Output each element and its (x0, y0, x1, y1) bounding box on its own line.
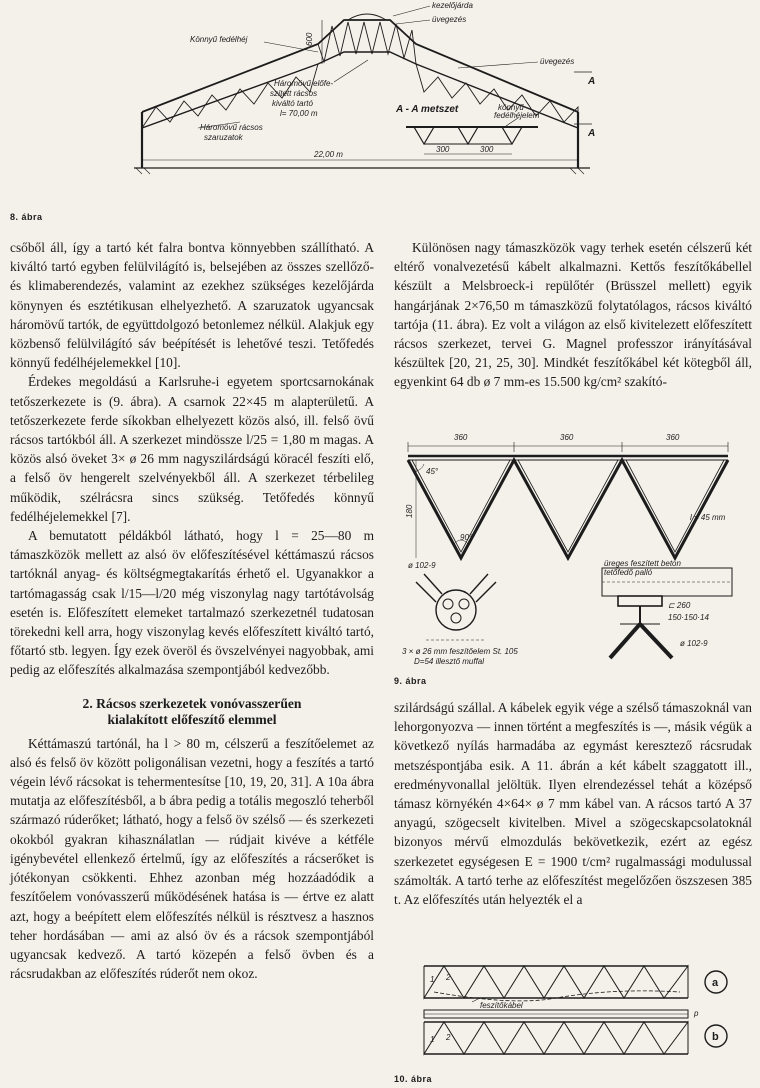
figure-9-caption: 9. ábra (394, 676, 427, 686)
figure-10-drawing (394, 958, 752, 1070)
figure-10-caption: 10. ábra (394, 1074, 433, 1084)
left-paragraph-2: Érdekes megoldású a Karlsruhe-i egyetem sportcsarnokának tetőszerkezete is (9. ábra). A csarnok 22×45 m alapterületű. A tetőszerkezete ferde síkokban elhelyezett közös alsó, ill. felső övű rácsos tartókból áll. A szerkezet mindössze l/25 = 1,80 m magas. A közös alsó öveket 3× ø 26 mm nagyszilárdságú köracél feszíti elő, a felső öv hengerelt szelvényekből áll. A szerkezet térbelileg működik, szélrácsra sincs szükség. Tetőfedés könnyű fedélhéjelemekkel [7]. (10, 374, 374, 524)
label-figure-10-n1-b: 1 (430, 1035, 435, 1044)
figure-9-drawing (394, 412, 752, 674)
label-section-a-top: A (588, 76, 596, 87)
label-dim-360a: 360 (454, 433, 468, 442)
label-figure-10-n1: 1 (430, 975, 435, 984)
upper-chord (142, 20, 578, 112)
label-section-a-bottom: A (588, 128, 596, 139)
label-dim-360b: 360 (560, 433, 574, 442)
label-dim-300b: 300 (480, 145, 494, 154)
label-figure-10-p: p (694, 1009, 699, 1018)
label-angle-45: 45° (426, 467, 439, 476)
label-feszitokabel: feszítőkábel (480, 1001, 523, 1010)
label-konnyu-fedelhej: Könnyű fedélhéj (190, 35, 248, 44)
label-dim-180: 180 (405, 504, 414, 518)
label-haromovu-szaruzatok: Háromövű rácsos szaruzatok (200, 123, 263, 142)
label-section-title: A - A metszet (396, 104, 459, 115)
right-column-top-text (394, 238, 752, 392)
left-column-text (10, 238, 374, 983)
label-dim-360c: 360 (666, 433, 680, 442)
section-heading-line-1: 2. Rácsos szerkezetek vonóvasszerűen (82, 695, 302, 711)
label-angle-90: 90° (460, 533, 473, 542)
label-span-2200: 22,00 m (314, 150, 343, 159)
label-angle-profile: 150·150·14 (668, 613, 709, 622)
label-uvegezes-right: üvegezés (540, 57, 575, 66)
label-pipe-left: ø 102-9 (408, 561, 436, 570)
label-uvegezes-top: üvegezés (432, 15, 467, 24)
label-c260: ⊏ 260 (668, 601, 691, 610)
label-figure-10-b: b (712, 1031, 719, 1043)
label-figure-10-n2-b: 2 (446, 1033, 451, 1042)
figure-8-drawing (18, 0, 598, 200)
label-span: l = 45 mm (690, 513, 726, 522)
label-kezelojarda: kezelőjárda (432, 1, 473, 10)
label-figure-10-a: a (712, 977, 719, 989)
label-dim-600: 600 (305, 32, 314, 46)
label-konnyu-fedelhejelem: könnyű fedélhéjelem (494, 103, 540, 120)
label-haromovu-kivalto: Háromövű előfe- szített rácsos kiváltó tartó l= 70,00 m (270, 79, 334, 118)
figure-9 (394, 412, 752, 674)
label-pipe-right: ø 102-9 (680, 639, 708, 648)
left-paragraph-3: A bemutatott példákból látható, hogy l = 25—80 m támaszközök mellett az alsó öv előfeszítésével kéttámaszú rácsos tartóknál anyag- és költségmegtakarítás érhető el. Ugyanakkor a tartómagasság csak l/15—l/20 még viszonylag nagy tartótávolság esetén is. Előfeszített elemeket tartalmazó szerkezetnél tudatosan törekedni kell arra, hogy viszonylag kevés előfeszített kiváltó tartó, főtartó stb. legyen. Így ezek överöl és övszelvényei nagyobbak, ami pedig az előfeszítés alkalmazása szempontjából kedvezőbb. (10, 528, 374, 678)
section-heading (10, 696, 374, 728)
label-tube: üreges feszített beton tetőfedő palló (604, 559, 681, 577)
figure-8-caption: 8. ábra (10, 212, 43, 222)
section-heading-line-2: kialakított előfeszítő elemmel (107, 711, 277, 727)
label-figure-10-n2: 2 (446, 973, 451, 982)
label-dim-300a: 300 (436, 145, 450, 154)
left-paragraph-4: Kéttámaszú tartónál, ha l > 80 m, célszerű a feszítőelemet az alsó és felső öv között poligonálisan vezetni, hogy a feszítés a tartó végein lévő rácsokat is tehermentesítse [10, 19, 20, 31]. A 10a ábra mutatja az előfeszítésből, a b ábra pedig a totális megoszló teherből származó rúderőket; látható, hogy a felső öv szélső — és szerkezeti okokból gyakran kihasználatlan — rúdjait kivéve a kétféle igénybevétel ellenkező értelmű, így az előfeszítés a rácserőket is jótékonyan csökkenti. Ehhez azonban még hozzáadódik a feszítőelem vonóvasszerű működésének hatása is — értve ez alatt azt, hogy a beépített elem előfeszítés nélkül is résztvesz a hasznos teher hordásában — ami az alsó öv és a rácsok szempontjából ugyancsak kedvező. A tartó közepén a felső övben és a rácsrudakban az előfeszítés rúderőt nem okoz. (10, 735, 374, 982)
label-cable-note: 3 × ø 26 mm feszítőelem St. 105 D=54 illesztő muffal (402, 647, 518, 666)
right-column-bottom-text (394, 698, 752, 909)
right-paragraph-1: Különösen nagy támaszközök vagy terhek esetén célszerű két eltérő vonalvezetésű kábelt alkalmazni. Kettős feszítőkábellel készült a Melsbroeck-i repülőtér (Brüsszel mellett) egyik hangárjának 2×76,50 m támaszközű folytatólagos, rácsos kiváltó tartója (11. ábra). Ez volt a világon az első kivitelezett előfeszített rácsos szerkezet, tervei G. Magnel professzor irányításával készültek [20, 21, 25, 30]. Mindkét feszítőkábel két kötegből áll, egyenkint 64 db ø 7 mm-es 15.500 kg/cm² szakító- (394, 240, 752, 390)
figure-10 (394, 958, 752, 1070)
figure-8 (18, 0, 598, 200)
left-paragraph-1: csőből áll, így a tartó két falra bontva könnyebben szállítható. A kiváltó tartó egyben felülvilágító is, belsejében az összes szellőző- és klimaberendezés, valamint az ezekhez szükséges kezelőjárda könynyen és esztétikusan elhelyezhető. A szaruzatok ugyancsak háromövű tartók, de együttdolgozó betonlemez nélkül. Alakjuk egy közbenső felülvilágító sáv beépítését is lehetővé teszi. Tetőfedés könnyű fedélhéjelemekkel [10]. (10, 240, 374, 371)
right-paragraph-2: szilárdságú szállal. A kábelek egyik vége a szélső támaszoknál van lehorgonyozva — innen történt a megfeszítés is —, másik végük a következő nyílás harmadába az egymást keresztező rácsrudak metszéspontjába esik. A 11. ábrán a két kábelt szaggatott ill., eredményvonallal jelöltük. Ilyen elrendezéssel tehát a középső támasz környékén 4×64× ø 7 mm kábel van. A rácsos tartó A 37 anyagú, szögecselt kivitelben. Mivel a szögecskapcsolatoknál bizonyos mérvű elmozdulás bekövetkezik, ezért az egész szerkezetet egységesen E = 1900 t/cm² rugalmassági modulussal számolták. A tartó terhe az előfeszítést megelőzően öszszesen 385 t. Az előfeszítés után helyezték el a (394, 700, 752, 908)
